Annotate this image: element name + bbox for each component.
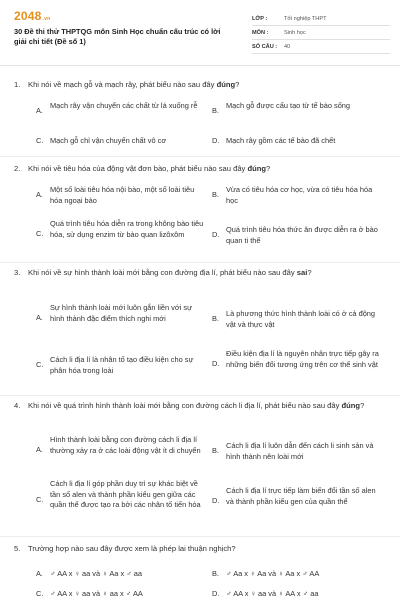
option-text: Hình thành loài bằng con đường cách li địa lí thường xảy ra ở các loài động vật ít di chuyển — [50, 435, 201, 455]
option-text: Mạch rây gồm các tế bào đã chết — [226, 136, 336, 145]
meta-value: 40 — [284, 43, 291, 50]
option-1d[interactable] — [212, 136, 384, 147]
option-3d[interactable] — [212, 349, 384, 370]
option-4a[interactable] — [36, 435, 208, 456]
meta-key: SỐ CÂU : — [252, 43, 278, 50]
option-text: ♂ AA x ♀ aa và ♀ aa x ♂ AA — [50, 589, 143, 598]
option-1c[interactable] — [36, 136, 206, 147]
option-letter: A. — [36, 106, 43, 115]
option-letter: C. — [36, 495, 44, 504]
option-2c[interactable] — [36, 219, 206, 240]
meta-key: MÔN : — [252, 29, 269, 36]
question-number: 2. — [14, 164, 21, 173]
question-text: Khi nói về quá trình hình thành loài mới bằng con đường cách li địa lí, phát biểu nào sau đây đúng? — [28, 401, 365, 410]
question-3 — [14, 268, 390, 278]
option-4b[interactable] — [212, 441, 384, 462]
option-letter: A. — [36, 313, 43, 322]
option-letter: A. — [36, 569, 43, 578]
question-5 — [14, 544, 390, 554]
option-4c[interactable] — [36, 479, 206, 511]
option-4d[interactable] — [212, 486, 384, 507]
option-letter: A. — [36, 190, 43, 199]
option-text: Sự hình thành loài mới luôn gắn liền với sự hình thành đặc điểm thích nghi mới — [50, 303, 193, 323]
option-letter: B. — [212, 314, 219, 323]
option-letter: D. — [212, 136, 220, 145]
option-text: Cách li địa lí là nhân tố tạo điều kiện cho sự phân hóa trong loài — [50, 355, 194, 375]
option-3b[interactable] — [212, 309, 384, 330]
question-text: Khi nói về tiêu hóa của động vật đơn bào, phát biểu nào sau đây đúng? — [28, 164, 271, 173]
option-text: Mạch gỗ được cấu tạo từ tế bào sống — [226, 101, 351, 110]
option-2b[interactable] — [212, 185, 384, 206]
question-stem — [14, 401, 390, 411]
question-number: 3. — [14, 268, 21, 277]
option-1b[interactable] — [212, 101, 384, 117]
question-stem — [14, 164, 390, 174]
logo-sub: .vn — [42, 16, 51, 22]
question-number: 5. — [14, 544, 21, 553]
option-text: Cách li địa lí góp phần duy trì sự khác biệt về tần số alen và thành phần kiểu gen giữa các quần thể được tạo ra bởi các nhân tố tiến hóa — [50, 479, 201, 509]
option-text: Vừa có tiêu hóa cơ học, vừa có tiêu hóa hóa học — [226, 185, 373, 205]
question-number: 1. — [14, 80, 21, 89]
question-1 — [14, 80, 390, 90]
divider — [0, 395, 400, 396]
option-text: ♂ AA x ♀ aa và ♀ AA x ♂ aa — [226, 589, 319, 598]
option-5b[interactable] — [212, 569, 384, 580]
option-3c[interactable] — [36, 355, 206, 376]
option-text: ♂ AA x ♀ aa và ♀ Aa x ♂ aa — [50, 569, 143, 578]
divider — [0, 156, 400, 157]
question-stem — [14, 268, 390, 278]
divider — [0, 536, 400, 537]
option-5a[interactable] — [36, 569, 206, 580]
exam-header — [0, 0, 400, 66]
option-letter: D. — [212, 230, 220, 239]
option-5d[interactable] — [212, 589, 384, 600]
option-3a[interactable] — [36, 303, 206, 324]
option-letter: D. — [212, 359, 220, 368]
option-2a[interactable] — [36, 185, 206, 206]
option-text: Quá trình tiêu hóa thức ăn được diễn ra ở bào quan ti thể — [226, 225, 378, 245]
meta-row-class — [252, 12, 390, 26]
meta-value: Sinh học — [284, 29, 306, 36]
exam-title: 30 Đề thi thử THPTQG môn Sinh Học chuẩn cấu trúc có lời giải chi tiết (Đề số 1) — [14, 27, 221, 46]
option-5c[interactable] — [36, 589, 206, 600]
option-letter: D. — [212, 589, 220, 598]
option-text: Là phương thức hình thành loài có ở cả động vật và thực vật — [226, 309, 376, 329]
option-text: Điều kiện địa lí là nguyên nhân trực tiếp gây ra những biến đổi tương ứng trên cơ thể sinh vật — [226, 349, 379, 369]
option-letter: C. — [36, 589, 44, 598]
option-text: Mạch rây vận chuyển các chất từ lá xuống rễ — [50, 101, 198, 110]
question-text: Trường hợp nào sau đây được xem là phép lai thuận nghịch? — [28, 544, 236, 553]
option-letter: C. — [36, 136, 44, 145]
question-text: Khi nói về mạch gỗ và mạch rây, phát biểu nào sau đây đúng? — [28, 80, 240, 89]
option-letter: B. — [212, 569, 219, 578]
option-letter: C. — [36, 360, 44, 369]
exam-meta — [252, 12, 390, 54]
option-letter: A. — [36, 445, 43, 454]
question-4 — [14, 401, 390, 411]
option-1a[interactable] — [36, 101, 206, 117]
question-text: Khi nói về sự hình thành loài mới bằng con đường địa lí, phát biểu nào sau đây sai? — [28, 268, 312, 277]
meta-row-subject — [252, 26, 390, 40]
divider — [0, 262, 400, 263]
site-logo[interactable] — [14, 9, 50, 23]
option-2d[interactable] — [212, 225, 384, 246]
option-letter: B. — [212, 190, 219, 199]
meta-key: LỚP : — [252, 15, 268, 22]
logo-main: 2048 — [14, 9, 42, 23]
meta-row-count — [252, 40, 390, 54]
option-text: Cách li địa lí trực tiếp làm biến đổi tần số alen và thành phần kiểu gen của quần thể — [226, 486, 376, 506]
option-letter: B. — [212, 446, 219, 455]
option-text: Quá trình tiêu hóa diễn ra trong không bào tiêu hóa, sử dụng enzim từ bào quan lizôxôm — [50, 219, 204, 239]
option-letter: C. — [36, 229, 44, 238]
option-text: Mạch gỗ chỉ vận chuyển chất vô cơ — [50, 136, 167, 145]
question-stem — [14, 544, 390, 554]
option-text: Cách li địa lí luôn dẫn đến cách li sinh sản và hình thành nên loài mới — [226, 441, 374, 461]
question-number: 4. — [14, 401, 21, 410]
option-text: Một số loài tiêu hóa nội bào, một số loài tiêu hóa ngoại bào — [50, 185, 195, 205]
option-letter: D. — [212, 496, 220, 505]
question-2 — [14, 164, 390, 174]
meta-value: Tốt nghiệp THPT — [284, 15, 327, 22]
option-text: ♂ Aa x ♀ Aa và ♀ Aa x ♂ AA — [226, 569, 320, 578]
option-letter: B. — [212, 106, 219, 115]
question-stem — [14, 80, 390, 90]
